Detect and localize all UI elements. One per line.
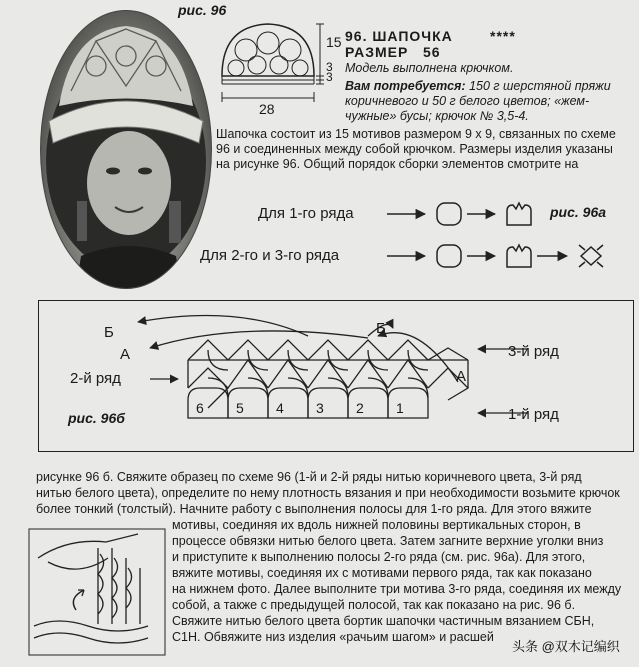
body-line1: рисунке 96 б. Свяжите образец по схеме 96 (1-й и 2-й ряды нитью коричневого цвета, 3-й ряд	[36, 470, 582, 484]
dim-3b: 3	[326, 70, 333, 84]
row1-label-96b: 1-й ряд	[508, 406, 559, 423]
dim-3a: 3	[326, 60, 333, 74]
materials-line1: 150 г шерстяной пряжи	[465, 79, 611, 93]
body-line11: С1Н. Обвяжите низ изделия «рачьим шагом» и расшей	[172, 630, 494, 644]
motif-number-2: 2	[356, 400, 364, 416]
materials-label: Вам потребуется:	[345, 79, 466, 93]
model-line: Модель выполнена крючком.	[345, 61, 514, 75]
intro-line3: на рисунке 96. Общий порядок сборки элементов смотрите на	[216, 157, 579, 171]
figure-label-96b: рис. 96б	[68, 410, 125, 426]
body-line5: процессе обвязки нитью белого цвета. Затем загните верхние уголки вниз	[172, 534, 604, 548]
label-b-left: Б	[104, 324, 114, 341]
motif-number-5: 5	[236, 400, 244, 416]
motif-number-4: 4	[276, 400, 284, 416]
watermark: 头条 @双木记编织	[512, 639, 620, 654]
materials-line3: чужные» бусы; крючок № 3,5-4.	[345, 109, 529, 123]
intro-line2: 96 и соединенных между собой крючком. Размеры изделия указаны	[216, 142, 613, 156]
figure-label-96a: рис. 96а	[550, 204, 607, 220]
stitch-illustration	[28, 528, 166, 656]
row2-label: 2-й ряд	[70, 370, 121, 387]
body-line7: вяжите мотивы, соединяя их с мотивами первого ряда, так как показано	[172, 566, 592, 580]
body-line10: Свяжите нитью белого цвета бортик шапочки частичным вязанием СБН,	[172, 614, 595, 628]
motif-number-3: 3	[316, 400, 324, 416]
title: 96. ШАПОЧКА	[345, 28, 453, 44]
body-line6: и приступите к выполнению полосы 2-го ряда (см. рис. 96а). Для этого,	[172, 550, 586, 564]
hat-schematic	[216, 18, 336, 118]
body-line3: более тонкий (толстый). Начните работу с выполнения полосы для 1-го ряда. Для этого вяжите	[36, 502, 592, 516]
difficulty-stars: ****	[490, 28, 516, 44]
figure-label-96: рис. 96	[178, 2, 227, 18]
motif-number-6: 6	[196, 400, 204, 416]
row1-label: Для 1-го ряда	[258, 205, 354, 222]
label-a-right: А	[456, 368, 467, 385]
materials	[345, 79, 635, 94]
intro-line1: Шапочка состоит из 15 мотивов размером 9 х 9, связанных по схеме	[216, 127, 616, 141]
label-a-left: А	[120, 346, 131, 363]
motif-number-1: 1	[396, 400, 404, 416]
body-line8: на нижнем фото. Далее выполните три мотива 3-го ряда, соединяя их между	[172, 582, 622, 596]
materials-line2: коричневого и 50 г белого цветов; «жем-	[345, 94, 590, 108]
body-line4: мотивы, соединяя их вдоль нижней половины вертикальных сторон, в	[172, 518, 581, 532]
size-line: РАЗМЕР 56	[345, 44, 441, 60]
body-line9: собой, а также с предыдущей полосой, так как показано на рис. 96 б.	[172, 598, 576, 612]
photo-illustration	[41, 11, 211, 288]
row3-label: 3-й ряд	[508, 343, 559, 360]
diagram-96b	[38, 300, 634, 452]
dim-height: 15	[326, 34, 342, 50]
row23-label: Для 2-го и 3-го ряда	[200, 247, 340, 264]
dim-width: 28	[259, 101, 275, 117]
label-b-right: Б	[376, 320, 386, 337]
model-photo	[40, 10, 212, 289]
body-line2: нитью белого цвета), определите по нему плотность вязания и при необходимости возьмите крючок	[36, 486, 620, 500]
